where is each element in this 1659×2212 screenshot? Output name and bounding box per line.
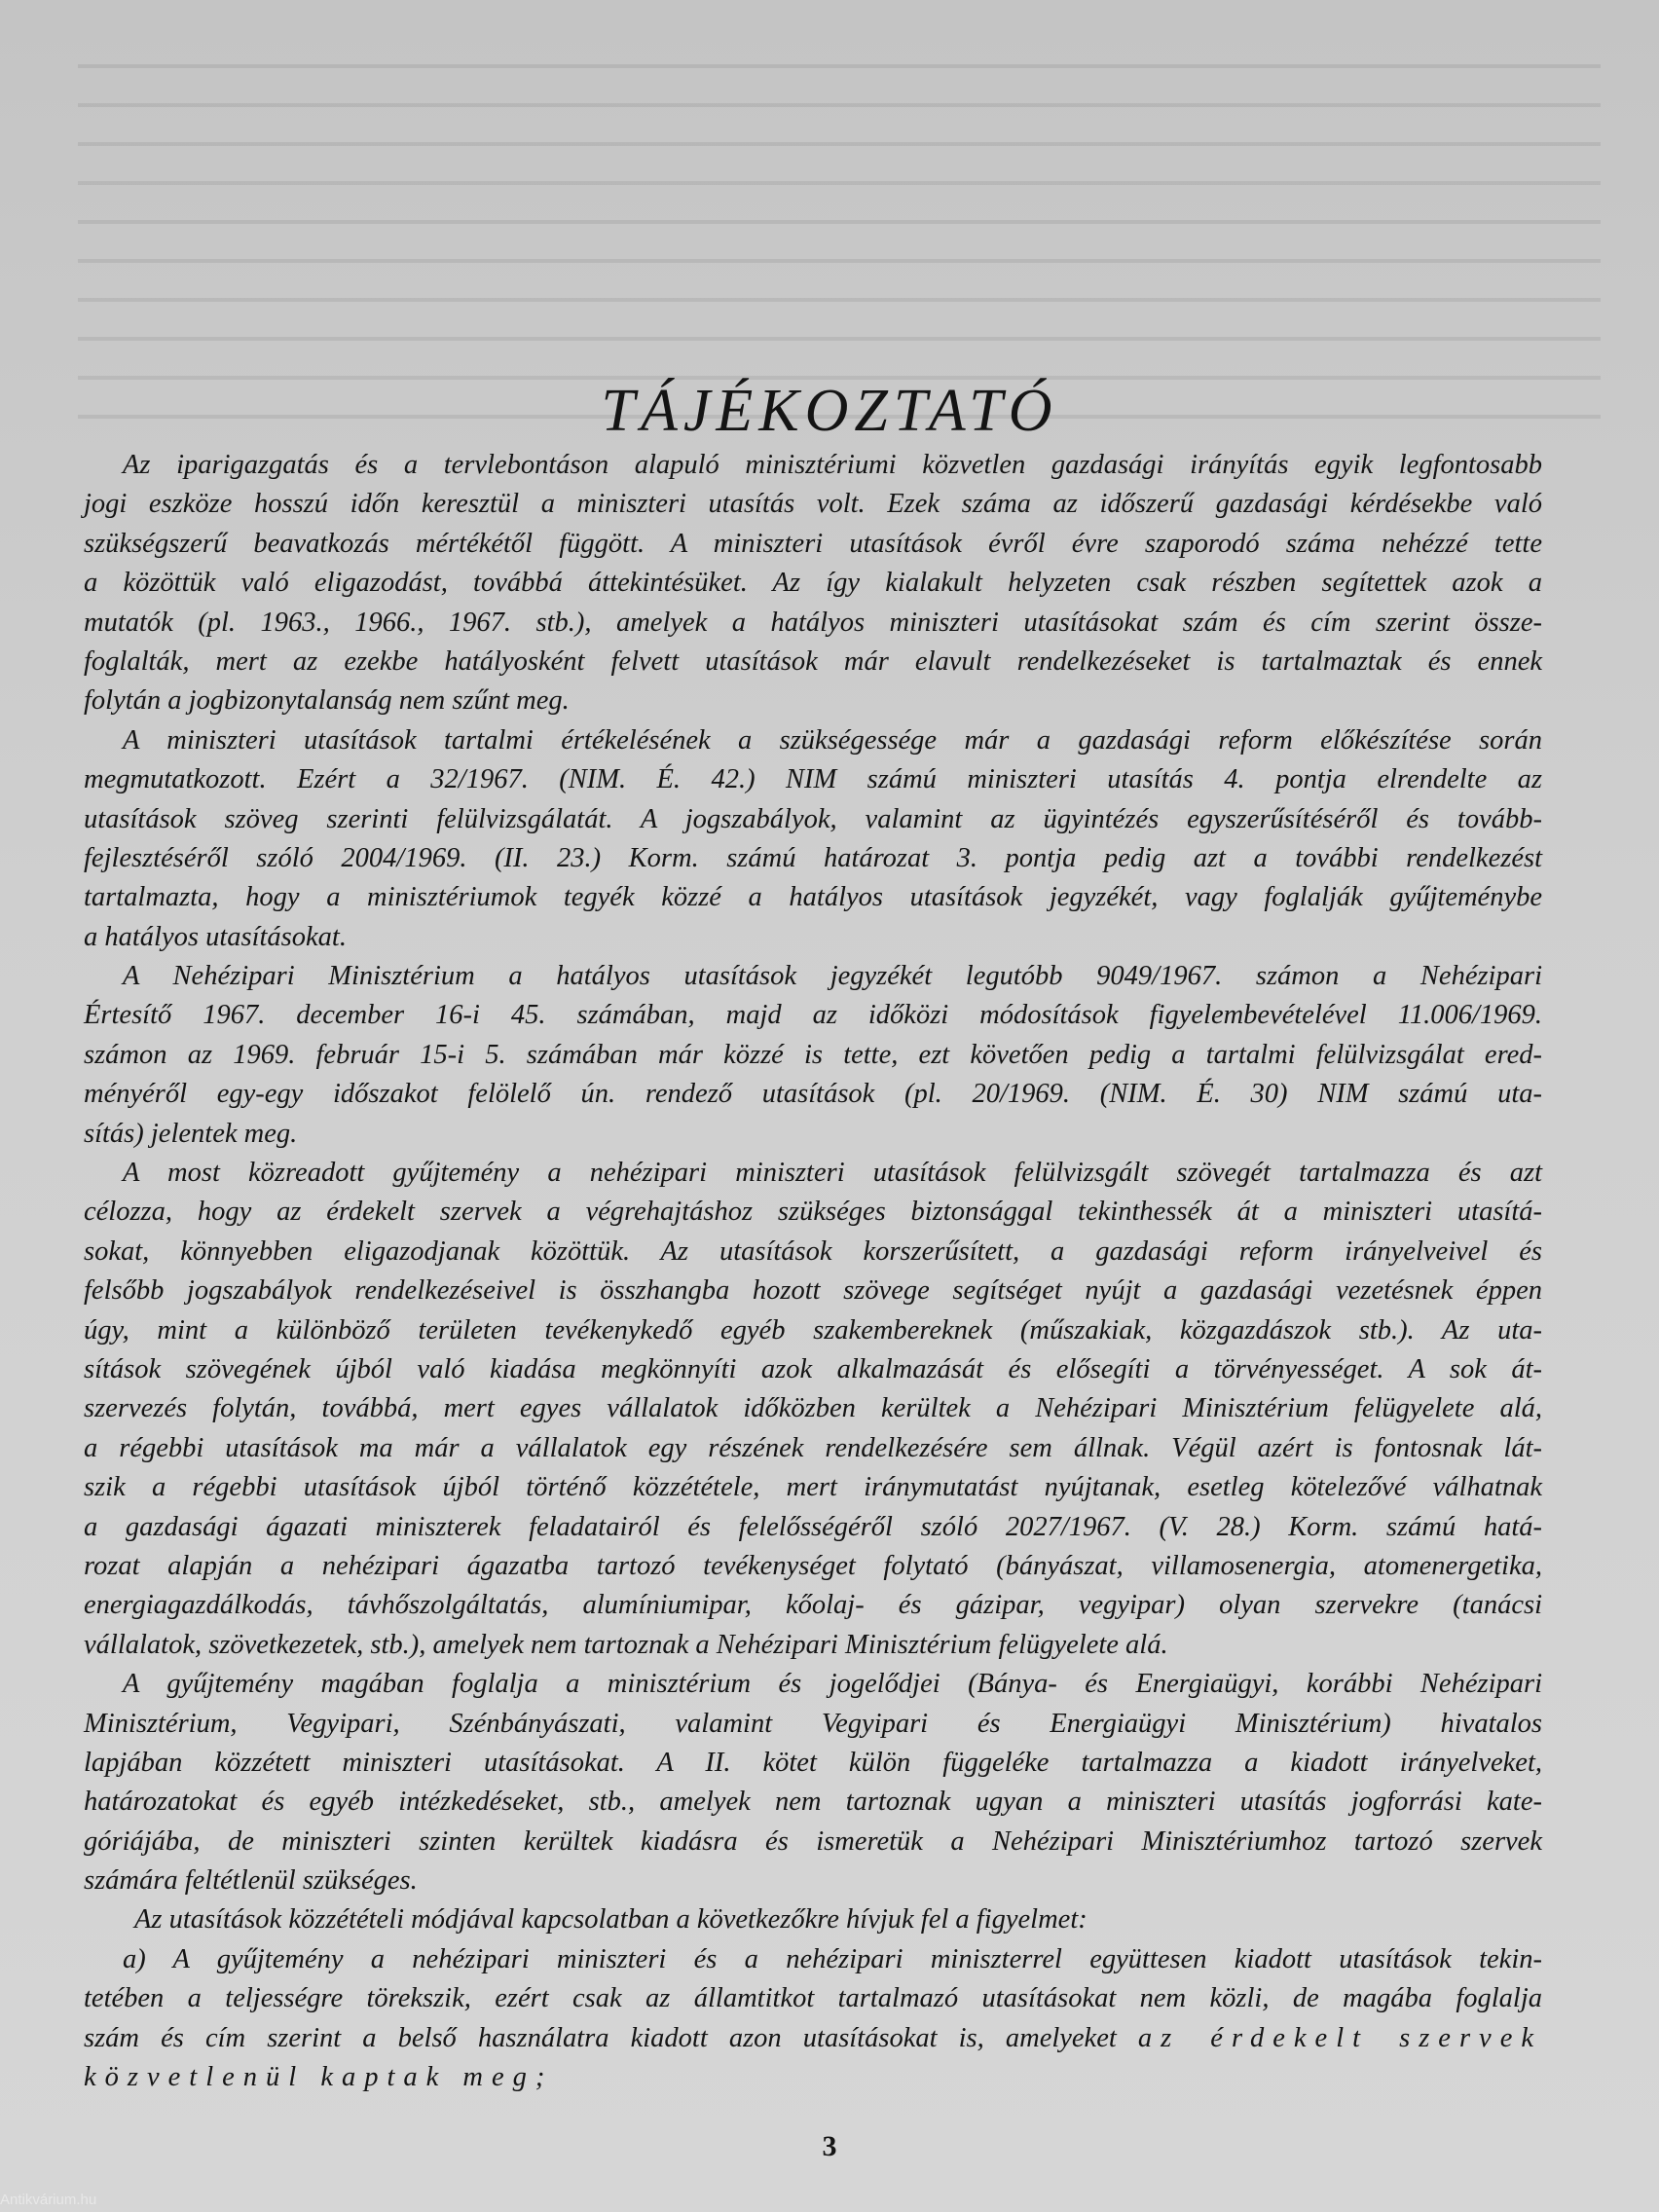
text-line: számára feltétlenül szükséges. [84, 1865, 418, 1897]
page-number: 3 [822, 2130, 837, 2162]
text-line: mutatók (pl. 1963., 1966., 1967. stb.), amelyek a hatályos miniszteri utasításokat szám és cím szerint össze- [84, 607, 1542, 638]
text-line: Az iparigazgatás és a tervlebontáson alapuló minisztériumi közvetlen gazdasági irányítás egyik legfontosabb [123, 450, 1542, 480]
text-line: utasítások szöveg szerinti felülvizsgálatát. A jogszabályok, valamint az ügyintézés egyszerűsítéséről és tovább- [84, 803, 1542, 834]
text-line: foglalták, mert az ezekbe hatályosként felvett utasítások már elavult rendelkezéseket is tartalmaztak és ennek [84, 645, 1542, 677]
text-line: sítás) jelentek meg. [84, 1118, 298, 1149]
text-line: lapjában közzétett miniszteri utasításokat. A II. kötet külön függeléke tartalmazza a kiadott irányelveket, [84, 1747, 1542, 1778]
paragraph [84, 721, 1542, 957]
text-line: folytán a jogbizonytalanság nem szűnt meg. [84, 685, 570, 717]
text-line: jogi eszköze hosszú időn keresztül a miniszteri utasítás volt. Ezek száma az időszerű gazdasági kérdésekbe való [84, 489, 1542, 520]
text-line: szik a régebbi utasítások újból történő közzététele, mert iránymutatást nyújtanak, esetleg kötelezővé válhatnak [84, 1472, 1542, 1503]
text-line: a gazdasági ágazati miniszterek feladatairól és felelősségéről szóló 2027/1967. (V. 28.) Korm. számú hatá- [84, 1511, 1542, 1542]
text-line: számon az 1969. február 15-i 5. számában már közzé is tette, ezt követően pedig a tartalmi felülvizsgálat ered- [84, 1039, 1542, 1070]
text-line: energiagazdálkodás, távhőszolgáltatás, alumíniumipar, kőolaj- és gázipar, vegyipar) olyan szervekre (tanácsi [84, 1590, 1542, 1621]
text-line: A most közreadott gyűjtemény a nehézipari miniszteri utasítások felülvizsgált szövegét tartalmazza és azt [123, 1158, 1542, 1189]
text-line: tartalmazta, hogy a minisztériumok tegyék közzé a hatályos utasítások jegyzékét, vagy foglalják gyűjteménybe [84, 882, 1542, 913]
text-line: a hatályos utasításokat. [84, 921, 347, 952]
text-line: A gyűjtemény magában foglalja a minisztérium és jogelődjei (Bánya- és Energiaügyi, korábbi Nehézipari [123, 1669, 1542, 1700]
document-body [84, 446, 1542, 2097]
text-line: tetében a teljességre törekszik, ezért csak az államtitkot tartalmazó utasításokat nem közli, de magába foglalja [84, 1983, 1542, 2014]
text-segment: szám és cím szerint a belső használatra kiadott azon utasításokat is, amelyeket [84, 2022, 1138, 2053]
text-line: szükségszerű beavatkozás mértékétől függött. A miniszteri utasítások évről évre szaporodó száma nehézzé tette [84, 528, 1542, 559]
paragraph [84, 1665, 1542, 1900]
text-line: ményéről egy-egy időszakot felölelő ún. rendező utasítások (pl. 20/1969. (NIM. É. 30) NIM számú uta- [84, 1079, 1542, 1110]
text-line: felsőbb jogszabályok rendelkezéseivel is összhangba hozott szövege segítséget nyújt a gazdasági vezetésnek éppen [84, 1275, 1542, 1307]
emphasized-spaced-text: közvetlenül kaptak meg; [84, 2062, 554, 2093]
text-line: megmutatkozott. Ezért a 32/1967. (NIM. É. 42.) NIM számú miniszteri utasítás 4. pontja elrendelte az [84, 764, 1542, 795]
text-line: Minisztérium, Vegyipari, Szénbányászati, valamint Vegyipari és Energiaügyi Minisztérium) hivatalos [84, 1708, 1542, 1739]
text-line: Értesítő 1967. december 16-i 45. számában, majd az időközi módosítások figyelembevételével 11.006/1969. [84, 1000, 1542, 1031]
text-line: vállalatok, szövetkezetek, stb.), amelyek nem tartoznak a Nehézipari Minisztérium felügyelete alá. [84, 1629, 1168, 1660]
emphasized-spaced-text: az érdekelt szervek [1137, 2022, 1542, 2053]
watermark: Antikvárium.hu [0, 2192, 97, 2208]
bleed-through-text [78, 39, 1601, 419]
paragraph [84, 1154, 1542, 1665]
paragraph [84, 1940, 1542, 2098]
text-line: a régebbi utasítások ma már a vállalatok egy részének rendelkezésére sem állnak. Végül azért is fontosnak lát- [84, 1432, 1542, 1463]
text-line: A Nehézipari Minisztérium a hatályos utasítások jegyzékét legutóbb 9049/1967. számon a Nehézipari [123, 961, 1542, 992]
paragraph [84, 446, 1542, 721]
text-line: határozatokat és egyéb intézkedéseket, stb., amelyek nem tartoznak ugyan a miniszteri utasítás jogforrási kate- [84, 1787, 1542, 1818]
page-title: TÁJÉKOZTATÓ [601, 377, 1058, 444]
paragraph [84, 1900, 1542, 1939]
text-line: a) A gyűjtemény a nehézipari miniszteri és a nehézipari miniszterrel együttesen kiadott utasítások tekin- [123, 1943, 1542, 1974]
text-line: a közöttük való eligazodást, továbbá áttekintésüket. Az így kialakult helyzeten csak részben segítettek azok a [84, 568, 1542, 599]
text-line: rozat alapján a nehézipari ágazatba tartozó tevékenységet folytató (bányászat, villamosenergia, atomenergetika, [84, 1550, 1542, 1581]
paragraph [84, 957, 1542, 1154]
text-line: szervezés folytán, továbbá, mert egyes vállalatok időközben kerültek a Nehézipari Minisztérium felügyelete alá, [84, 1393, 1542, 1424]
text-line: Az utasítások közzétételi módjával kapcsolatban a következőkre hívjuk fel a figyelmet: [134, 1904, 1088, 1936]
text-line: sokat, könnyebben eligazodjanak közöttük. Az utasítások korszerűsített, a gazdasági reform irányelveivel és [84, 1235, 1542, 1267]
text-line [84, 2019, 1542, 2058]
text-line: góriájába, de miniszteri szinten kerültek kiadásra és ismeretük a Nehézipari Minisztériumhoz tartozó szervek [84, 1825, 1542, 1857]
text-line [84, 2058, 1542, 2097]
text-line: fejlesztéséről szóló 2004/1969. (II. 23.) Korm. számú határozat 3. pontja pedig azt a további rendelkezést [84, 842, 1542, 873]
text-line: úgy, mint a különböző területen tevékenykedő egyéb szakembereknek (műszakiak, közgazdászok stb.). Az uta- [84, 1314, 1542, 1346]
text-line: sítások szövegének újból való kiadása megkönnyíti azok alkalmazását és elősegíti a törvényességet. A sok át- [84, 1353, 1542, 1384]
text-line: A miniszteri utasítások tartalmi értékelésének a szükségessége már a gazdasági reform előkészítése során [123, 724, 1542, 756]
text-line: célozza, hogy az érdekelt szervek a végrehajtáshoz szükséges biztonsággal tekinthessék át a miniszteri utasítá- [84, 1197, 1542, 1228]
